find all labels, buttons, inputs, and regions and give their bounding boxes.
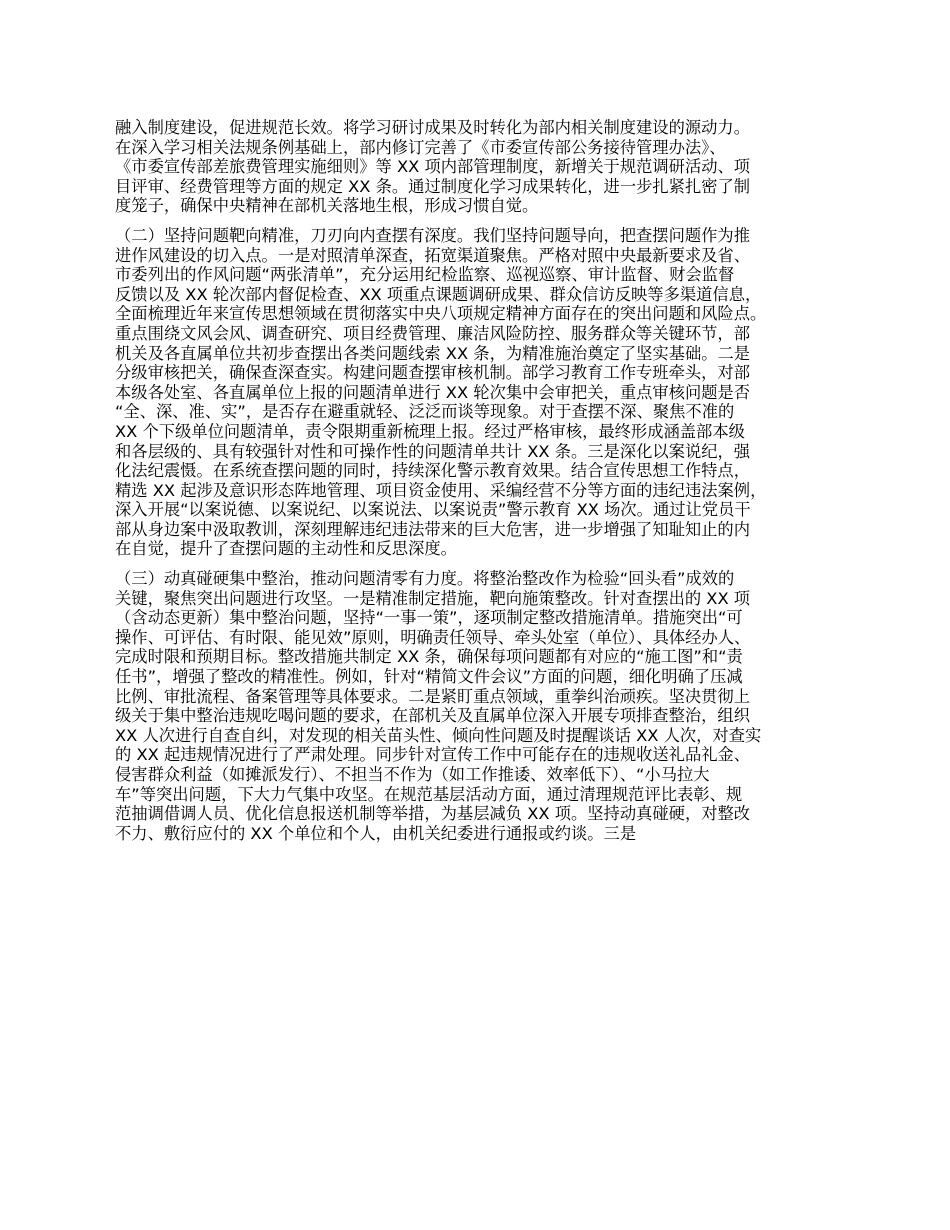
text-line: （含动态更新）集中整治问题，坚持“一事一策”，逐项制定整改措施清单。措施突出“可 (115, 608, 743, 628)
text-line: 反馈以及 XX 轮次部内督促检查、XX 项重点课题调研成果、群众信访反映等多渠道信息， (115, 284, 762, 304)
text-line: 化法纪震慑。在系统查摆问题的同时，持续深化警示教育效果。结合宣传思想工作特点， (115, 461, 750, 481)
text-line: 不力、敷衍应付的 XX 个单位和个人，由机关纪委进行通报或约谈。三是 (115, 823, 637, 843)
text-line: 侵害群众利益（如摊派发行）、不担当不作为（如工作推诿、效率低下）、“小马拉大 (115, 765, 710, 784)
text-line: XX 人次进行自查自纠，对发现的相关苗头性、倾向性问题及时提醒谈话 XX 人次，对查实 (115, 725, 762, 745)
text-line: 部从身边案中汲取教训，深刻理解违纪违法带来的巨大危害，进一步增强了知耻知止的内 (115, 519, 750, 539)
text-line: 重点围绕文风会风、调查研究、项目经费管理、廉洁风险防控、服务群众等关键环节，部 (115, 323, 750, 343)
text-line: 全面梳理近年来宣传思想领域在贯彻落实中央八项规定精神方面存在的突出问题和风险点。 (115, 304, 767, 324)
text-line: 进作风建设的切入点。一是对照清单深查，拓宽渠道聚焦。严格对照中央最新要求及省、 (115, 245, 750, 265)
text-line: 在深入学习相关法规条例基础上，部内修订完善了《市委宣传部公务接待管理办法》、 (115, 137, 726, 157)
text-line: XX 个下级单位问题清单，责令限期重新梳理上报。经过严格审核，最终形成涵盖部本级 (115, 421, 745, 441)
text-line: 的 XX 起违规情况进行了严肃处理。同步针对宣传工作中可能存在的违规收送礼品礼金、 (115, 745, 751, 765)
text-line: 精选 XX 起涉及意识形态阵地管理、项目资金使用、采编经营不分等方面的违纪违法案例， (115, 480, 767, 500)
text-line: 范抽调借调人员、优化信息报送机制等举措，为基层减负 XX 项。坚持动真碰硬，对整改 (115, 804, 751, 824)
text-line: 本级各处室、各直属单位上报的问题清单进行 XX 轮次集中会审把关，重点审核问题是否 (115, 382, 751, 402)
text-line: 操作、可评估、有时限、能见效”原则，明确责任领导、牵头处室（单位）、具体经办人、 (115, 627, 751, 647)
paragraph-rectification (115, 569, 855, 843)
text-line: 深入开展“以案说德、以案说纪、以案说法、以案说责”警示教育 XX 场次。通过让党员干 (115, 500, 751, 520)
text-line: “全、深、准、实”，是否存在避重就轻、泛泛而谈等现象。对于查摆不深、聚焦不准的 (115, 402, 735, 422)
text-line: 在自觉，提升了查摆问题的主动性和反思深度。 (115, 539, 457, 559)
text-line: 市委列出的作风问题“两张清单”，充分运用纪检监察、巡视巡察、审计监督、财会监督 (115, 265, 735, 285)
text-line: （三）动真碰硬集中整治，推动问题清零有力度。将整治整改作为检验“回头看”成效的 (115, 569, 735, 589)
text-line: 度笼子，确保中央精神在部机关落地生根，形成习惯自觉。 (115, 196, 539, 216)
text-line: 《市委宣传部差旅费管理实施细则》等 XX 项内部管理制度，新增关于规范调研活动、项 (115, 157, 751, 177)
text-line: 融入制度建设，促进规范长效。将学习研讨成果及时转化为部内相关制度建设的源动力。 (115, 118, 750, 137)
text-line: 分级审核把关，确保查深查实。构建问题查摆审核机制。部学习教育工作专班牵头，对部 (115, 363, 750, 383)
paragraph-institutional-building (115, 118, 855, 216)
text-line: 关键，聚焦突出问题进行攻坚。一是精准制定措施，靶向施策整改。针对查摆出的 XX 项 (115, 588, 751, 608)
text-line: （二）坚持问题靶向精准，刀刃向内查摆有深度。我们坚持问题导向，把查摆问题作为推 (115, 225, 750, 245)
text-line: 比例、审批流程、备案管理等具体要求。二是紧盯重点领域，重拳纠治顽疾。坚决贯彻上 (115, 686, 750, 706)
text-line: 车”等突出问题，下大力气集中攻坚。在规范基层活动方面，通过清理规范评比表彰、规 (115, 784, 743, 804)
paragraph-problem-targeting (115, 226, 855, 559)
text-line: 目评审、经费管理等方面的规定 XX 条。通过制度化学习成果转化，进一步扎紧扎密了制 (115, 176, 751, 196)
text-line: 机关及各直属单位共初步查摆出各类问题线索 XX 条，为精准施治奠定了坚实基础。二是 (115, 343, 751, 363)
text-line: 和各层级的、具有较强针对性和可操作性的问题清单共计 XX 条。三是深化以案说纪，强 (115, 441, 751, 461)
document-body (115, 118, 855, 853)
text-line: 任书”，增强了整改的精准性。例如，针对“精简文件会议”方面的问题，细化明确了压减 (115, 667, 743, 687)
text-line: 级关于集中整治违规吃喝问题的要求，在部机关及直属单位深入开展专项排查整治，组织 (115, 706, 750, 726)
text-line: 完成时限和预期目标。整改措施共制定 XX 条，确保每项问题都有对应的“施工图”和“责 (115, 647, 743, 667)
